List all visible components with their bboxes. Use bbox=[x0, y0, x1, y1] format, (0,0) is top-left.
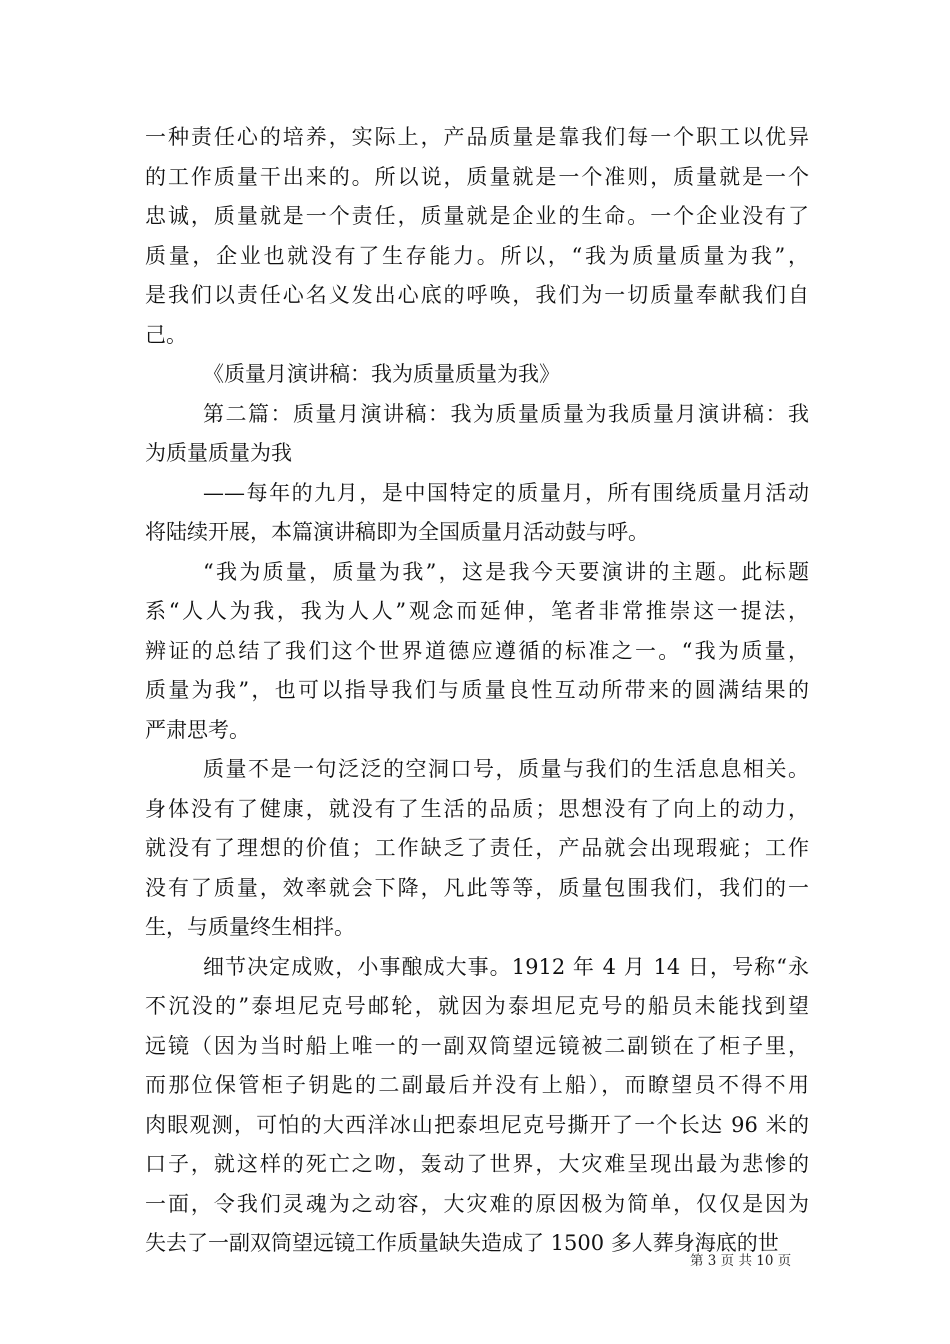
paragraph bbox=[145, 474, 809, 553]
text-line: 系“人人为我，我为人人”观念而延伸，笔者非常推崇这一提法， bbox=[145, 599, 809, 623]
text-line: 为质量质量为我 bbox=[145, 441, 292, 465]
document-body bbox=[145, 118, 809, 1264]
text-line: 辨证的总结了我们这个世界道德应遵循的标准之一。“我为质量， bbox=[145, 638, 809, 663]
text-line: “我为质量，质量为我”，这是我今天要演讲的主题。此标题 bbox=[203, 559, 809, 584]
text-line: ——每年的九月，是中国特定的质量月，所有围绕质量月活动 bbox=[203, 480, 809, 505]
paragraph bbox=[145, 395, 809, 474]
text-line: 不沉没的”泰坦尼克号邮轮，就因为泰坦尼克号的船员未能找到望 bbox=[145, 994, 809, 1018]
text-line: 质量，企业也就没有了生存能力。所以，“我为质量质量为我”， bbox=[145, 243, 809, 268]
text-line: 己。 bbox=[145, 322, 187, 347]
text-line: 质量不是一句泛泛的空洞口号，质量与我们的生活息息相关。 bbox=[203, 757, 809, 781]
text-line: 《质量月演讲稿：我为质量质量为我》 bbox=[203, 362, 560, 386]
text-line: 的工作质量干出来的。所以说，质量就是一个准则，质量就是一个 bbox=[145, 164, 809, 189]
text-line: 就没有了理想的价值；工作缺乏了责任，产品就会出现瑕疵；工作 bbox=[145, 836, 809, 860]
text-line: 而那位保管柜子钥匙的二副最后并没有上船），而瞭望员不得不用 bbox=[145, 1073, 809, 1097]
text-line: 将陆续开展，本篇演讲稿即为全国质量月活动鼓与呼。 bbox=[145, 520, 649, 544]
paragraph bbox=[145, 948, 809, 1264]
text-line: 是我们以责任心名义发出心底的呼唤，我们为一切质量奉献我们自 bbox=[145, 283, 809, 307]
paragraph bbox=[145, 553, 809, 751]
text-line: 严肃思考。 bbox=[145, 717, 250, 742]
text-line: 失去了一副双筒望远镜工作质量缺失造成了 1500 多人葬身海底的世 bbox=[145, 1231, 779, 1255]
paragraph bbox=[145, 355, 809, 395]
text-line: 没有了质量，效率就会下降，凡此等等，质量包围我们，我们的一 bbox=[145, 875, 809, 900]
text-line: 肉眼观测，可怕的大西洋冰山把泰坦尼克号撕开了一个长达 96 米的 bbox=[145, 1112, 809, 1137]
paragraph bbox=[145, 118, 809, 355]
text-line: 口子，就这样的死亡之吻，轰动了世界，大灾难呈现出最为悲惨的 bbox=[145, 1152, 809, 1176]
text-line: 细节决定成败，小事酿成大事。1912 年 4 月 14 日，号称“永 bbox=[203, 954, 809, 979]
text-line: 一种责任心的培养，实际上，产品质量是靠我们每一个职工以优异 bbox=[145, 125, 809, 149]
text-line: 一面，令我们灵魂为之动容，大灾难的原因极为简单，仅仅是因为 bbox=[145, 1191, 809, 1216]
paragraph bbox=[145, 750, 809, 948]
text-line: 远镜（因为当时船上唯一的一副双筒望远镜被二副锁在了柜子里， bbox=[145, 1033, 809, 1058]
text-line: 质量为我”，也可以指导我们与质量良性互动所带来的圆满结果的 bbox=[145, 678, 809, 702]
text-line: 第二篇：质量月演讲稿：我为质量质量为我质量月演讲稿：我 bbox=[203, 401, 809, 426]
text-line: 生，与质量终生相拌。 bbox=[145, 915, 355, 939]
page-number-footer: 第 3 页 共 10 页 bbox=[690, 1253, 792, 1269]
text-line: 身体没有了健康，就没有了生活的品质；思想没有了向上的动力， bbox=[145, 796, 809, 821]
text-line: 忠诚，质量就是一个责任，质量就是企业的生命。一个企业没有了 bbox=[145, 204, 809, 228]
